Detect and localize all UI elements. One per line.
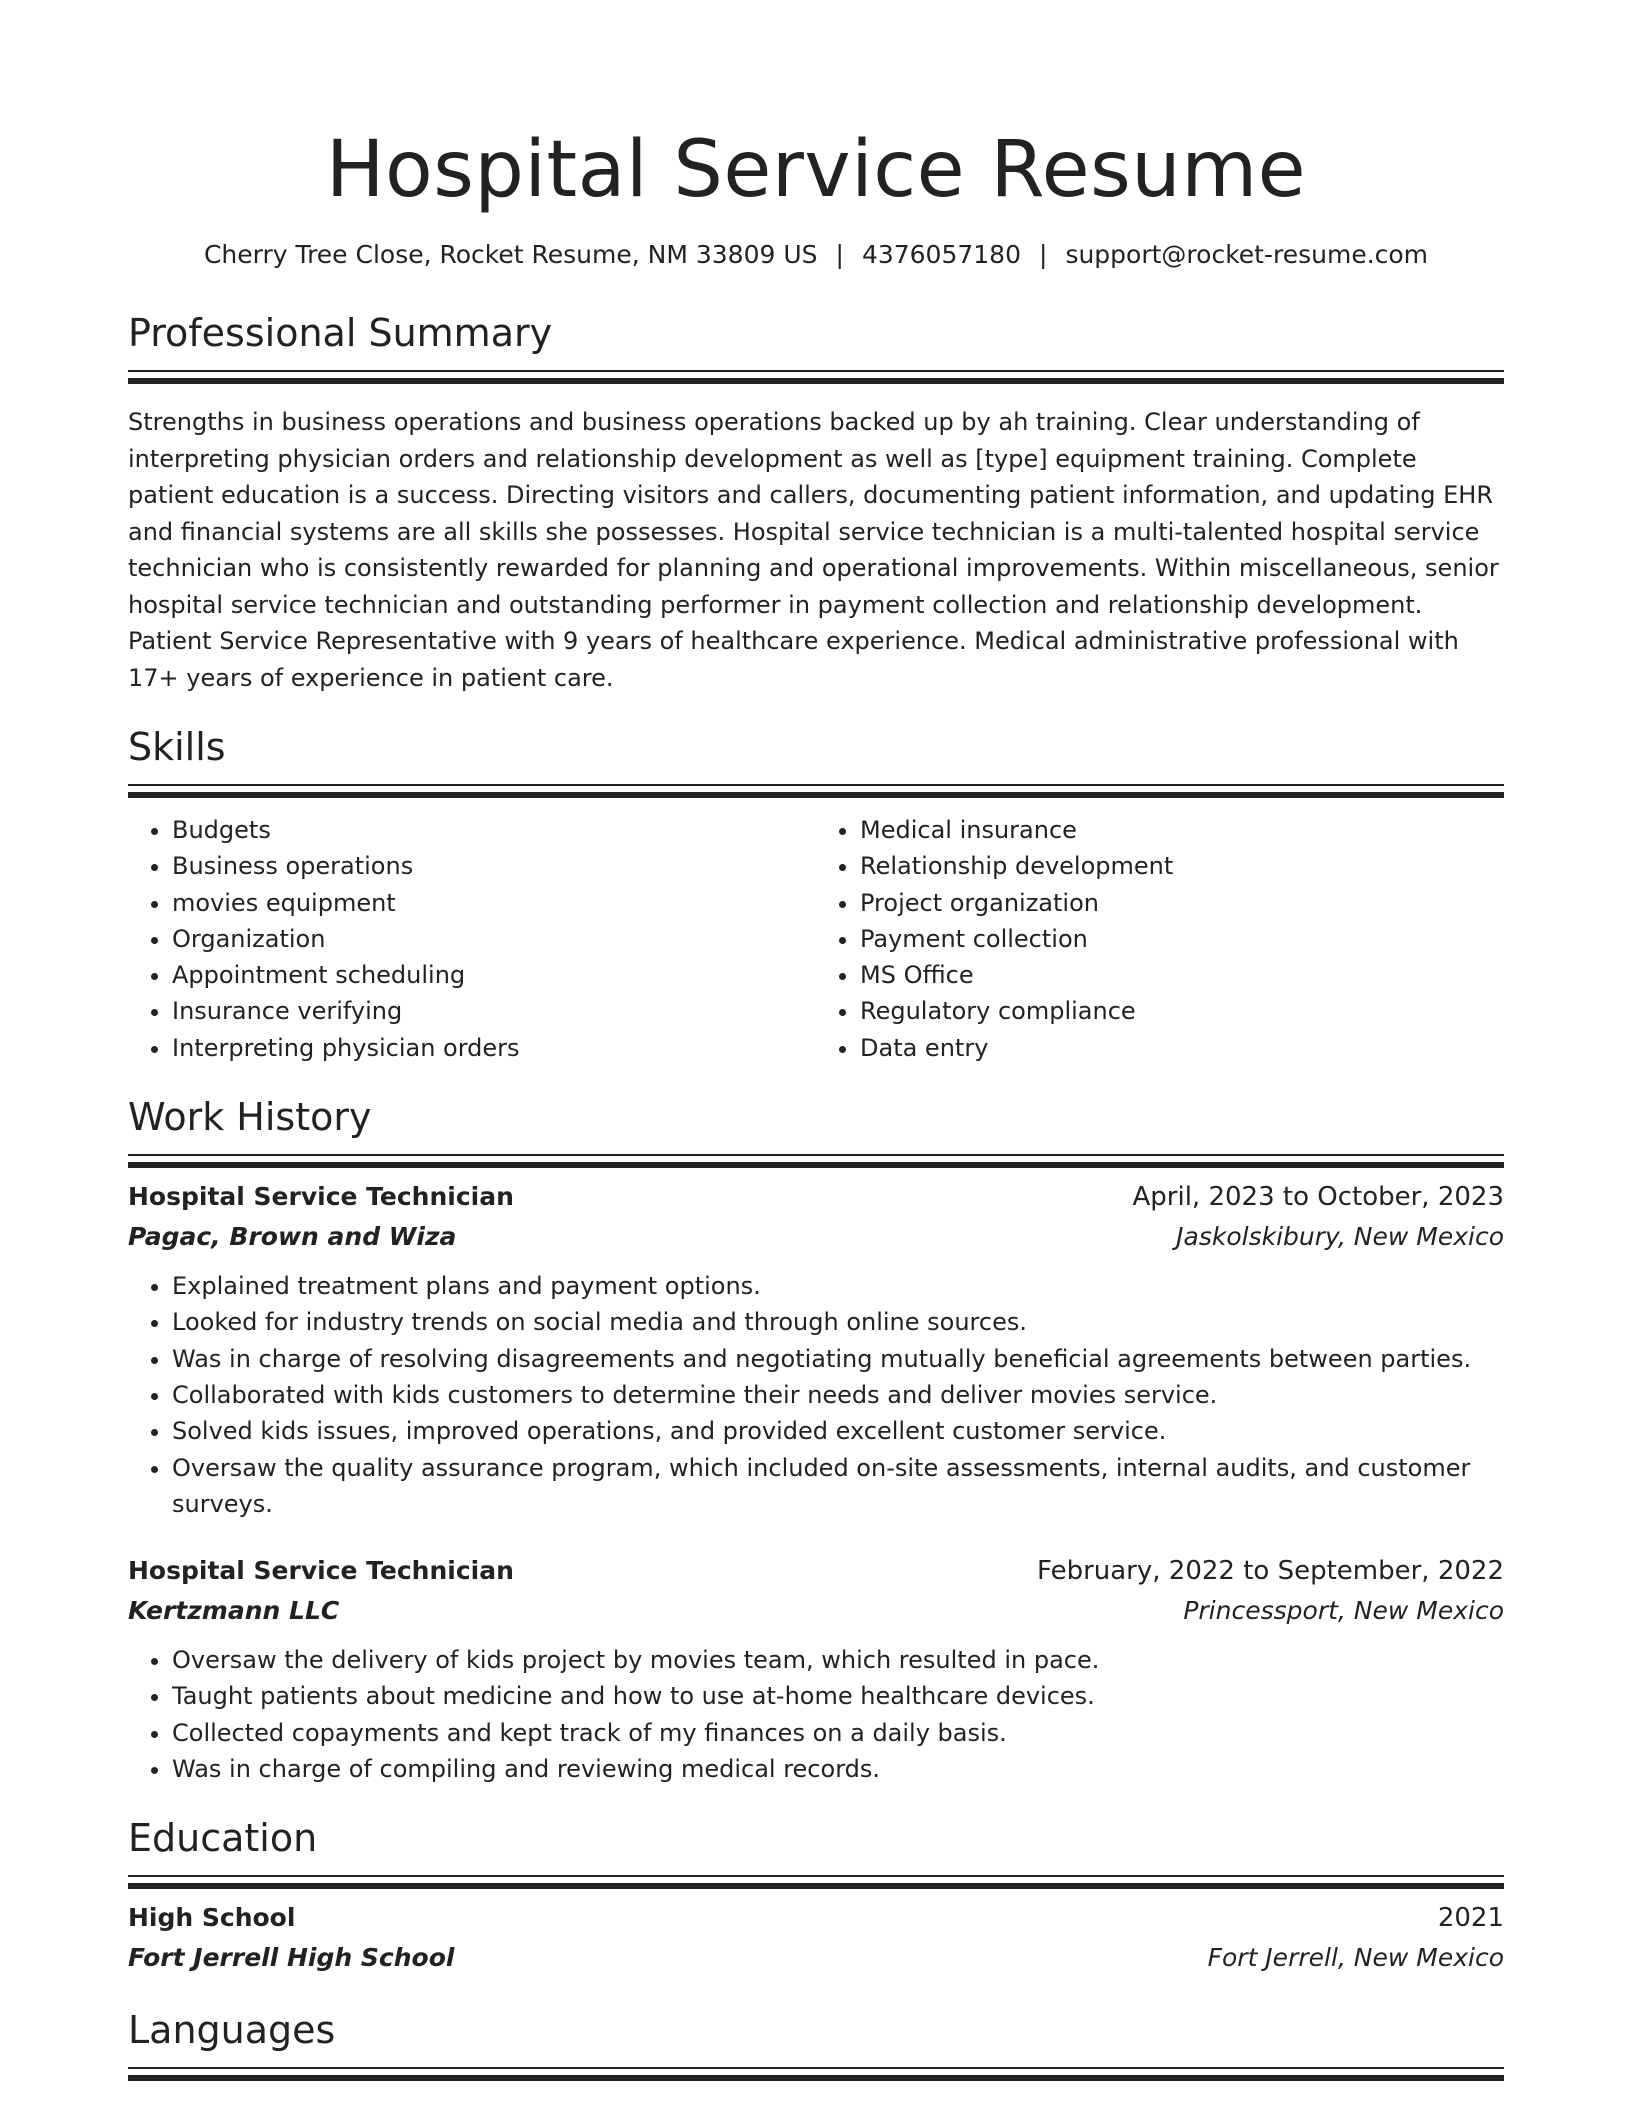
job-location: Princessport, New Mexico: [1183, 1596, 1504, 1626]
education-year: 2021: [1437, 1903, 1504, 1934]
summary-heading: Professional Summary: [128, 311, 553, 355]
job-company: Pagac, Brown and Wiza: [128, 1222, 457, 1252]
languages-section: [128, 2005, 1504, 2069]
resume-page: [128, 0, 1504, 2069]
contact-email: support@rocket-resume.com: [1065, 240, 1429, 269]
job-dates: April, 2023 to October, 2023: [1132, 1182, 1504, 1213]
section-divider: [128, 784, 1504, 786]
job-bullet: • Looked for industry trends on social media and through online sources.: [172, 1304, 1504, 1340]
job-company: Kertzmann LLC: [128, 1596, 340, 1626]
contact-separator: |: [835, 240, 844, 269]
section-divider: [128, 1875, 1504, 1877]
job-company-row: [128, 1592, 1504, 1630]
skills-columns: [128, 812, 1504, 1066]
education-school: Fort Jerrell High School: [128, 1943, 455, 1973]
job-bullets: [128, 1268, 1504, 1522]
section-divider: [128, 370, 1504, 372]
job-bullets: [128, 1642, 1504, 1787]
job-header-row: [128, 1552, 1504, 1590]
job-title: Hospital Service Technician: [128, 1182, 514, 1212]
education-header-row: [128, 1899, 1504, 1937]
skill-item: • Relationship development: [860, 848, 1504, 884]
skill-item: • Business operations: [172, 848, 816, 884]
job-company-row: [128, 1218, 1504, 1256]
job-title: Hospital Service Technician: [128, 1556, 514, 1586]
skill-item: • movies equipment: [172, 885, 816, 921]
skill-item: • Insurance verifying: [172, 993, 816, 1029]
job-bullet: • Oversaw the delivery of kids project by movies team, which resulted in pace.: [172, 1642, 1504, 1678]
education-degree: High School: [128, 1903, 296, 1933]
skill-item: • Budgets: [172, 812, 816, 848]
skill-item: • MS Office: [860, 957, 1504, 993]
skill-item: • Medical insurance: [860, 812, 1504, 848]
skill-item: • Data entry: [860, 1030, 1504, 1066]
job-header-row: [128, 1178, 1504, 1216]
education-heading: Education: [128, 1816, 318, 1861]
job-entry: [128, 1178, 1504, 1522]
job-bullet: • Solved kids issues, improved operations, and provided excellent customer service.: [172, 1413, 1504, 1449]
skills-section: [128, 722, 1504, 1066]
skill-item: • Interpreting physician orders: [172, 1030, 816, 1066]
job-bullet: • Taught patients about medicine and how to use at-home healthcare devices.: [172, 1678, 1504, 1714]
job-entry: [128, 1552, 1504, 1787]
work-section: [128, 1092, 1504, 1787]
job-dates: February, 2022 to September, 2022: [1037, 1556, 1504, 1587]
skill-item: • Organization: [172, 921, 816, 957]
contact-line: [128, 238, 1504, 272]
contact-separator: |: [1039, 240, 1048, 269]
skill-item: • Appointment scheduling: [172, 957, 816, 993]
education-location: Fort Jerrell, New Mexico: [1207, 1943, 1504, 1973]
job-bullet: • Was in charge of resolving disagreements and negotiating mutually beneficial agreements between parties.: [172, 1341, 1504, 1377]
job-bullet: • Oversaw the quality assurance program, which included on-site assessments, internal audits, and customer surveys.: [172, 1450, 1504, 1523]
contact-address: Cherry Tree Close, Rocket Resume, NM 33809 US: [203, 240, 818, 269]
skill-item: • Regulatory compliance: [860, 993, 1504, 1029]
resume-title: Hospital Service Resume: [325, 125, 1307, 215]
work-heading: Work History: [128, 1095, 372, 1140]
education-section: [128, 1813, 1504, 1977]
skills-heading: Skills: [128, 725, 226, 769]
section-divider: [128, 2067, 1504, 2069]
job-location: Jaskolskibury, New Mexico: [1176, 1222, 1504, 1252]
summary-text: Strengths in business operations and business operations backed up by ah training. Clear understanding of interpreting physician orders and relationship development as well as [type] equipment training. Complete patient education is a success. Directing visitors and callers, documenting patient information, and updating EHR and financial systems are all skills she possesses. Hospital service technician is a multi-talented hospital service technician who is consistently rewarded for planning and operational improvements. Within miscellaneous, senior hospital service technician and outstanding performer in payment collection and relationship development. Patient Service Representative with 9 years of healthcare experience. Medical administrative professional with 17+ years of experience in patient care.: [128, 408, 1499, 692]
job-bullet: • Was in charge of compiling and reviewing medical records.: [172, 1751, 1504, 1787]
contact-phone: 4376057180: [861, 240, 1021, 269]
job-bullet: • Collected copayments and kept track of my finances on a daily basis.: [172, 1715, 1504, 1751]
skill-item: • Payment collection: [860, 921, 1504, 957]
skills-list-left: [128, 812, 816, 1066]
job-bullet: • Collaborated with kids customers to determine their needs and deliver movies service.: [172, 1377, 1504, 1413]
summary-section: [128, 308, 1504, 696]
education-school-row: [128, 1939, 1504, 1977]
languages-heading: Languages: [128, 2008, 336, 2053]
job-bullet: • Explained treatment plans and payment options.: [172, 1268, 1504, 1304]
skill-item: • Project organization: [860, 885, 1504, 921]
skills-list-right: [816, 812, 1504, 1066]
section-divider: [128, 1154, 1504, 1156]
